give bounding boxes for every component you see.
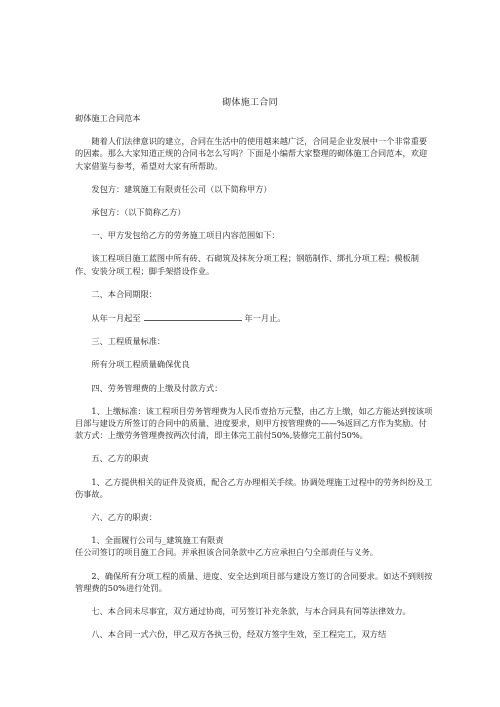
section-3-body: 所有分项工程质量确保优良 — [91, 359, 190, 370]
section-8-paragraph: 八、本合同一式六份，甲乙双方各执三份，经双方签字生效，至工程完工，双方结 — [91, 629, 387, 640]
section-7-paragraph: 七、本合同未尽事宜，双方通过协商，可另签订补充条款，与本合同具有同等法律效力。 — [91, 606, 411, 617]
section-4-heading: 四、劳务管理费的上缴及付款方式： — [91, 382, 223, 393]
term-blank-line — [144, 311, 242, 321]
section-2-term — [75, 311, 433, 324]
section-2-heading: 二、本合同期限： — [91, 288, 157, 299]
section-6-item-1-rest: 任公司签订的项目施工合同。并承担该合同条款中乙方应承担白勺全部责任与义务。 — [75, 547, 378, 558]
party-b-line: 承包方：（以下简称乙方） — [91, 207, 186, 218]
section-5-body: 1、乙方提供相关的证件及资质，配合乙方办理相关手续。协调处理施工过程中的劳务纠纷及工伤事故。 — [75, 476, 433, 499]
section-1-heading: 一、甲方发包给乙方的劳务施工项目内容范围如下： — [91, 230, 280, 241]
term-to-text: 年一月止。 — [244, 313, 286, 324]
term-from-text: 从年一月起至 — [91, 313, 141, 324]
section-6-heading: 六、乙方的职责： — [91, 512, 157, 523]
section-1-body: 该工程项目施工蓝图中所有砖、石砌筑及抹灰分项工程；钢筋制作、绑扎分项工程；模板制作、安装分项工程；脚手架搭设作业。 — [75, 253, 419, 276]
section-5-heading: 五、乙方的职责 — [91, 453, 149, 464]
section-3-heading: 三、工程质量标准： — [91, 336, 166, 347]
document-title: 砌体施工合同 — [222, 98, 278, 108]
party-a-line: 发包方：建筑施工有限责任公司（以下简称甲方） — [91, 183, 272, 194]
document-subtitle: 砌体施工合同范本 — [75, 113, 141, 123]
section-4-body: 1、上缴标准：该工程项目劳务管理费为人民币壹拾万元整，由乙方上缴，如乙方能达到按该项目部与建设方所签订的合同中的质量、进度要求，则甲方按管理费的——%返回乙方作为奖励。付款方式：上缴劳务管理费按两次付清，即主体完工前付50%,装修完工前付50%。 — [75, 405, 433, 441]
section-6-item-1-first-line: 1、全面履行公司与_建筑施工有限责 — [91, 535, 224, 546]
intro-paragraph: 随着人们法律意识的建立，合同在生活中的使用越来越广泛，合同是企业发展中一个非常重要的因素。那么大家知道正规的合同书怎么写吗？下面是小编帮大家整理的砌体施工合同范本，欢迎大家借鉴与参考，希望对大家有所帮助。 — [75, 136, 428, 171]
section-6-item-2: 2、确保所有分项工程的质量、进度、安全达到项目部与建设方签订的合同要求。如达不到则按管理费的50%进行处罚。 — [75, 570, 433, 593]
document-body — [75, 112, 433, 651]
